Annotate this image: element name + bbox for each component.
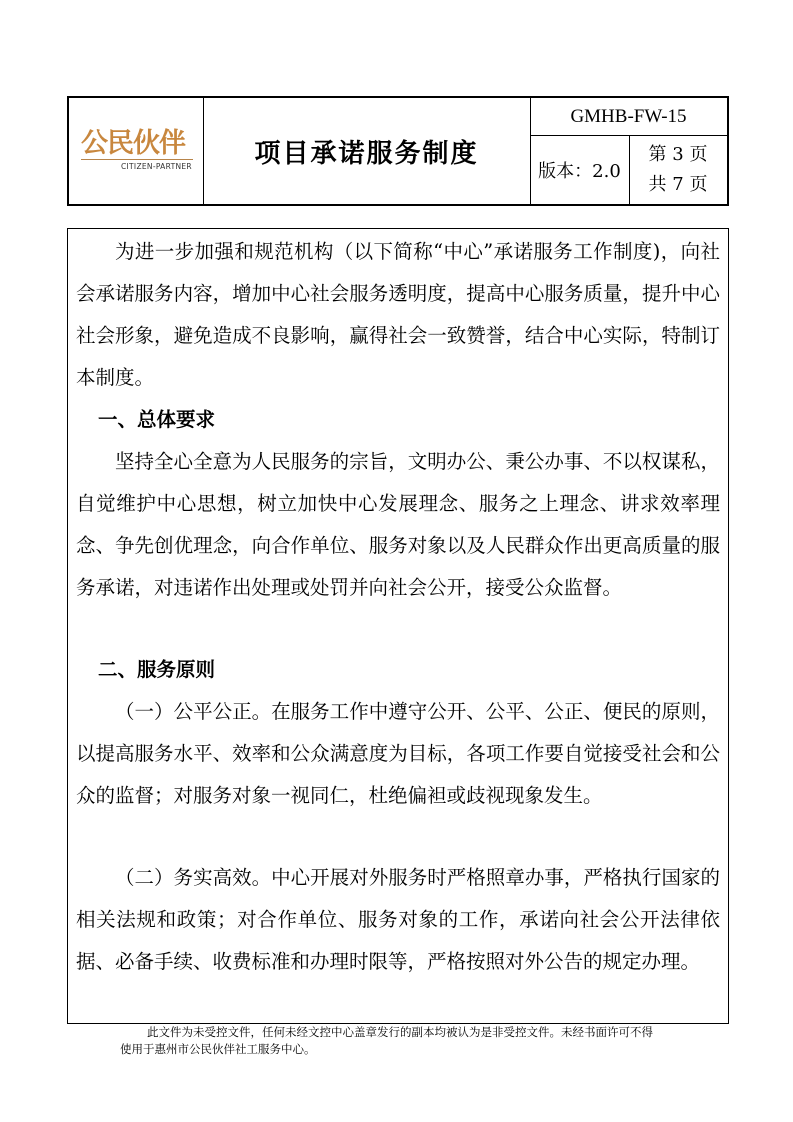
general-requirements-paragraph: 坚持全心全意为人民服务的宗旨，文明办公、秉公办事、不以权谋私，自觉维护中心思想，树立加快中心发展理念、服务之上理念、讲求效率理念、争先创优理念，向合作单位、服务对象以及人民群众作出更高质量的服务承诺，对违诺作出处理或处罚并向社会公开，接受公众监督。 bbox=[76, 450, 720, 599]
document-body bbox=[67, 228, 729, 1024]
logo-chinese-text: 公民伙伴 bbox=[81, 128, 185, 159]
section-heading-principles: 二、服务原则 bbox=[98, 658, 216, 681]
section-heading-general: 一、总体要求 bbox=[98, 408, 216, 431]
logo-english-text: CITIZEN-PARTNER bbox=[121, 162, 192, 171]
intro-paragraph: 为进一步加强和规范机构（以下简称“中心”承诺服务工作制度)，向社会承诺服务内容，增加中心社会服务透明度，提高中心服务质量，提升中心社会形象，避免造成不良影响，赢得社会一致赞誉，结合中心实际，特制订本制度。 bbox=[76, 240, 720, 389]
principle-fairness-paragraph: （一）公平公正。在服务工作中遵守公开、公平、公正、便民的原则，以提高服务水平、效率和公众满意度为目标，各项工作要自觉接受社会和公众的监督；对服务对象一视同仁，杜绝偏袒或歧视现象发生。 bbox=[76, 700, 720, 807]
document-footer bbox=[120, 1024, 690, 1058]
footer-line-1: 此文件为未受控文件，任何未经文控中心盖章发行的副本均被认为是非受控文件。未经书面许可不得 bbox=[147, 1025, 653, 1039]
page-total: 共 7 页 bbox=[648, 173, 708, 195]
footer-line-2: 使用于惠州市公民伙伴社工服务中心。 bbox=[120, 1042, 316, 1056]
page-current: 第 3 页 bbox=[648, 143, 708, 165]
logo-underline bbox=[81, 159, 193, 160]
citizen-partner-logo bbox=[77, 128, 197, 174]
document-title: 项目承诺服务制度 bbox=[254, 138, 479, 169]
document-code: GMHB-FW-15 bbox=[570, 105, 687, 127]
principle-efficiency-paragraph: （二）务实高效。中心开展对外服务时严格照章办事，严格执行国家的相关法规和政策；对合作单位、服务对象的工作，承诺向社会公开法律依据、必备手续、收费标准和办理时限等，严格按照对外公告的规定办理。 bbox=[76, 866, 720, 973]
document-version: 版本：2.0 bbox=[538, 160, 621, 182]
document-header bbox=[67, 96, 729, 206]
page-info bbox=[629, 135, 727, 204]
